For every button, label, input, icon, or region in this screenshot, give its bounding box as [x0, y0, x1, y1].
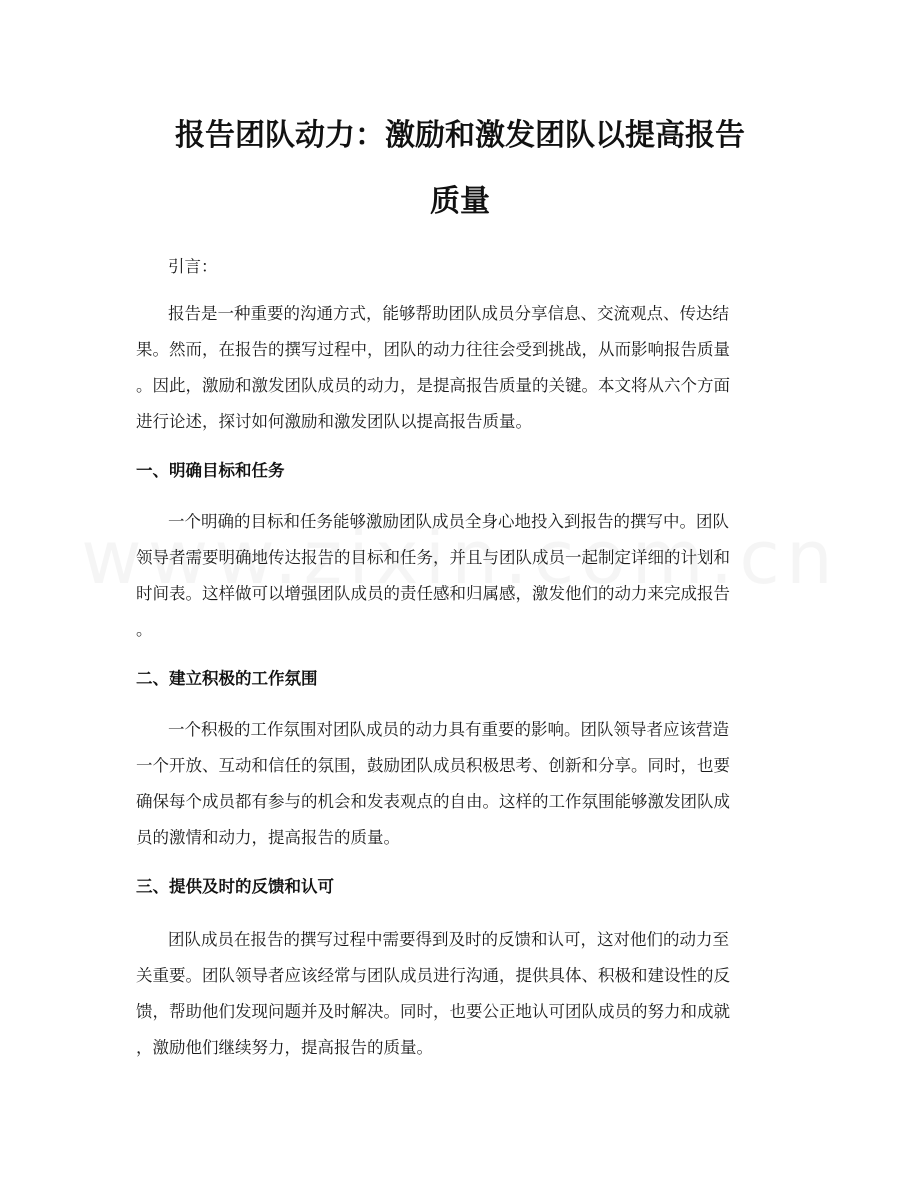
paragraph-line: 馈，帮助他们发现问题并及时解决。同时，也要公正地认可团队成员的努力和成就 — [136, 1002, 730, 1021]
document-title-line-2: 质量 — [430, 184, 490, 219]
section-heading: 二、建立积极的工作氛围 — [136, 669, 318, 688]
paragraph-line: 进行论述，探讨如何激励和激发团队以提高报告质量。 — [136, 412, 532, 431]
paragraph-line: ，激励他们继续努力，提高报告的质量。 — [136, 1038, 433, 1057]
section-heading: 一、明确目标和任务 — [136, 461, 285, 480]
paragraph-line: 果。然而，在报告的撰写过程中，团队的动力往往会受到挑战，从而影响报告质量 — [136, 340, 730, 359]
paragraph-line: 团队成员在报告的撰写过程中需要得到及时的反馈和认可，这对他们的动力至 — [168, 930, 729, 949]
paragraph-line: 。因此，激励和激发团队成员的动力，是提高报告质量的关键。本文将从六个方面 — [136, 376, 730, 395]
paragraph-line: 一个积极的工作氛围对团队成员的动力具有重要的影响。团队领导者应该营造 — [168, 720, 729, 739]
intro-label: 引言： — [168, 257, 218, 276]
section-heading: 三、提供及时的反馈和认可 — [136, 877, 334, 896]
paragraph-line: 一个明确的目标和任务能够激励团队成员全身心地投入到报告的撰写中。团队 — [168, 512, 729, 531]
paragraph-line: 确保每个成员都有参与的机会和发表观点的自由。这样的工作氛围能够激发团队成 — [136, 792, 730, 811]
paragraph-line: 一个开放、互动和信任的氛围，鼓励团队成员积极思考、创新和分享。同时，也要 — [136, 756, 730, 775]
paragraph-line: 关重要。团队领导者应该经常与团队成员进行沟通，提供具体、积极和建设性的反 — [136, 966, 730, 985]
paragraph-line: 时间表。这样做可以增强团队成员的责任感和归属感，激发他们的动力来完成报告 — [136, 584, 730, 603]
paragraph-line: 。 — [136, 620, 153, 639]
paragraph-line: 领导者需要明确地传达报告的目标和任务，并且与团队成员一起制定详细的计划和 — [136, 548, 730, 567]
document-title-line-1: 报告团队动力：激励和激发团队以提高报告 — [175, 118, 745, 153]
paragraph-line: 报告是一种重要的沟通方式，能够帮助团队成员分享信息、交流观点、传达结 — [168, 304, 729, 323]
paragraph-line: 员的激情和动力，提高报告的质量。 — [136, 828, 400, 847]
